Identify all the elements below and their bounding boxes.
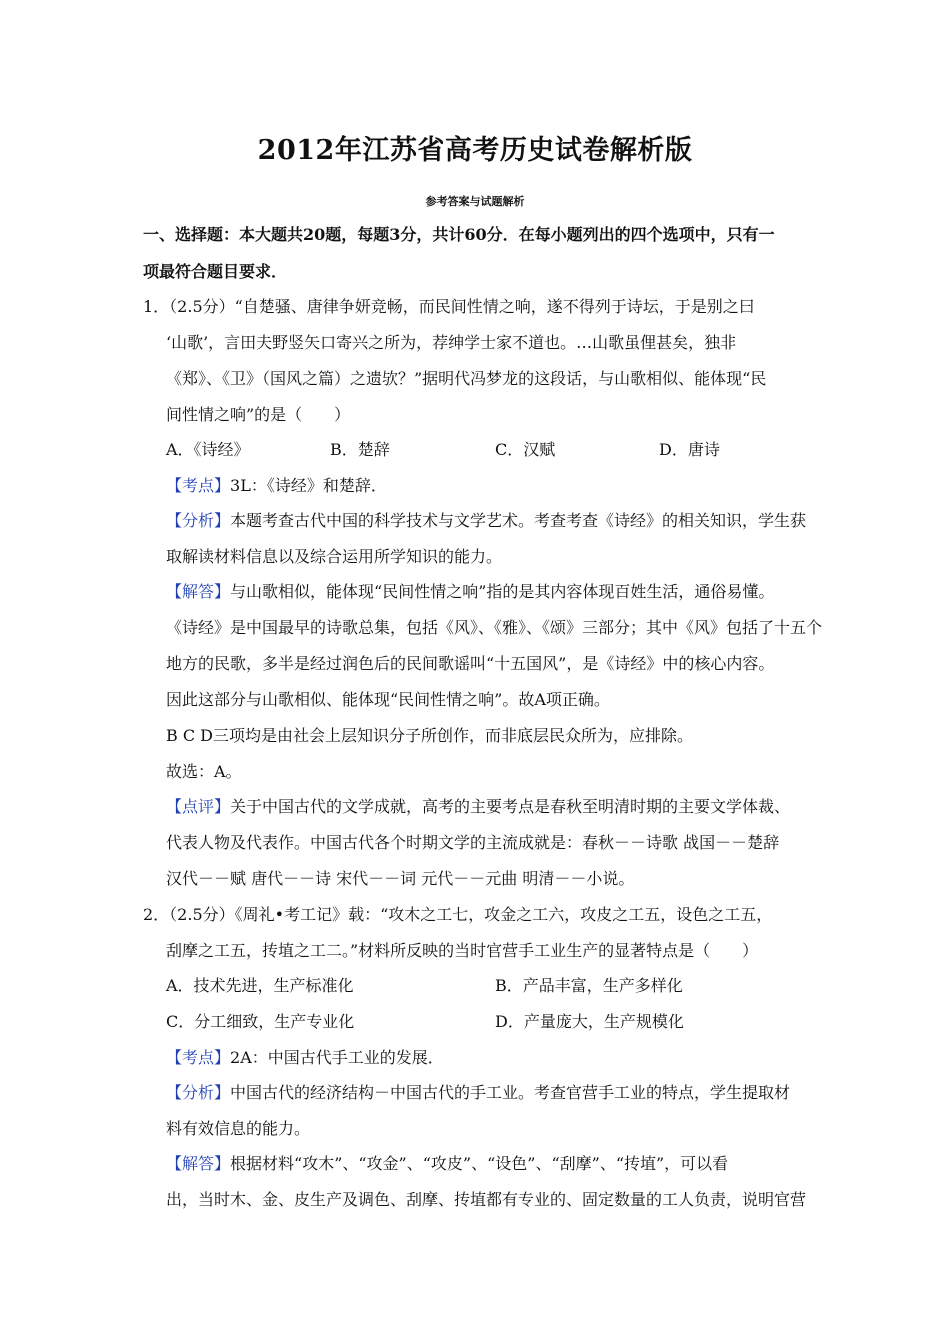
q1-dianping-line: 汉代－－赋 唐代－－诗 宋代－－词 元代－－元曲 明清－－小说。 bbox=[166, 869, 635, 888]
q1-stem-line: 1．（2.5分）“自楚骚、唐律争妍竞畅，而民间性情之响，遂不得列于诗坛，于是别之曰 bbox=[143, 297, 755, 316]
fenxi-text: 本题考查古代中国的科学技术与文学艺术。考查考查《诗经》的相关知识，学生获 bbox=[230, 511, 807, 530]
q2-fenxi-line: 料有效信息的能力。 bbox=[166, 1119, 311, 1138]
q1-fenxi bbox=[166, 511, 806, 531]
q2-fenxi bbox=[166, 1083, 790, 1103]
fenxi-tag: 【分析】 bbox=[166, 1083, 231, 1102]
section-heading-cont: 项最符合题目要求． bbox=[143, 262, 288, 281]
jieda-text: 根据材料“攻木”、“攻金”、“攻皮”、“设色”、“刮摩”、“抟埴”，可以看 bbox=[230, 1154, 729, 1173]
q2-stem-line: 2．（2.5分）《周礼•考工记》载：“攻木之工七，攻金之工六，攻皮之工五，设色之工五， bbox=[143, 905, 773, 924]
q1-jieda-line: 《诗经》是中国最早的诗歌总集，包括《风》、《雅》、《颂》三部分；其中《风》包括了十五个 bbox=[166, 618, 823, 637]
q2-jieda bbox=[166, 1154, 728, 1174]
q1-jieda bbox=[166, 582, 774, 602]
q1-stem-line: 间性情之响”的是（ ） bbox=[166, 405, 351, 424]
q2-kaodian bbox=[166, 1048, 444, 1068]
q2-option-d: D．产量庞大，生产规模化 bbox=[495, 1012, 684, 1031]
q1-dianping-line: 代表人物及代表作。中国古代各个时期文学的主流成就是：春秋－－诗歌 战国－－楚辞 bbox=[166, 833, 780, 852]
q1-dianping bbox=[166, 797, 790, 817]
kaodian-tag: 【考点】 bbox=[166, 1048, 231, 1067]
q1-kaodian bbox=[166, 476, 387, 496]
q1-stem-line: 《郑》、《卫》（国风之篇）之遗欤？”据明代冯梦龙的这段话，与山歌相似、能体现“民 bbox=[166, 369, 767, 388]
document-subtitle: 参考答案与试题解析 bbox=[425, 195, 525, 208]
kaodian-tag: 【考点】 bbox=[166, 476, 231, 495]
q2-option-c: C．分工细致，生产专业化 bbox=[166, 1012, 355, 1031]
fenxi-tag: 【分析】 bbox=[166, 511, 231, 530]
q1-stem-line: ‘山歌’，言田夫野竖矢口寄兴之所为，荐绅学士家不道也。…山歌虽俚甚矣，独非 bbox=[166, 333, 737, 352]
q1-answer: 故选：A。 bbox=[166, 762, 242, 781]
q1-fenxi-line: 取解读材料信息以及综合运用所学知识的能力。 bbox=[166, 547, 503, 566]
kaodian-text: 2A：中国古代手工业的发展． bbox=[230, 1048, 444, 1067]
fenxi-text: 中国古代的经济结构－中国古代的手工业。考查官营手工业的特点，学生提取材 bbox=[230, 1083, 791, 1102]
kaodian-text: 3L：《诗经》和楚辞． bbox=[230, 476, 387, 495]
q1-option-b: B．楚辞 bbox=[330, 440, 390, 459]
q2-option-a: A．技术先进，生产标准化 bbox=[166, 976, 354, 995]
q1-option-c: C．汉赋 bbox=[495, 440, 556, 459]
q2-stem-line: 刮摩之工五，抟埴之工二。”材料所反映的当时官营手工业生产的显著特点是（ ） bbox=[166, 941, 759, 960]
q1-option-d: D．唐诗 bbox=[659, 440, 720, 459]
q1-jieda-line: 因此这部分与山歌相似、能体现“民间性情之响”。故A项正确。 bbox=[166, 690, 610, 709]
q1-option-a: A．《诗经》 bbox=[166, 440, 250, 459]
jieda-text: 与山歌相似，能体现“民间性情之响”指的是其内容体现百姓生活，通俗易懂。 bbox=[230, 582, 775, 601]
dianping-text: 关于中国古代的文学成就，高考的主要考点是春秋至明清时期的主要文学体裁、 bbox=[230, 797, 791, 816]
q2-jieda-line: 出，当时木、金、皮生产及调色、刮摩、抟埴都有专业的、固定数量的工人负责，说明官营 bbox=[166, 1190, 807, 1209]
q1-jieda-line: B C D三项均是由社会上层知识分子所创作，而非底层民众所为，应排除。 bbox=[166, 726, 694, 745]
document-title: 2012年江苏省高考历史试卷解析版 bbox=[257, 135, 693, 166]
q1-jieda-line: 地方的民歌，多半是经过润色后的民间歌谣叫“十五国风”，是《诗经》中的核心内容。 bbox=[166, 654, 775, 673]
dianping-tag: 【点评】 bbox=[166, 797, 231, 816]
q2-option-b: B．产品丰富，生产多样化 bbox=[495, 976, 683, 995]
section-heading: 一、选择题：本大题共20题，每题3分，共计60分．在每小题列出的四个选项中，只有一 bbox=[143, 225, 775, 244]
jieda-tag: 【解答】 bbox=[166, 1154, 231, 1173]
jieda-tag: 【解答】 bbox=[166, 582, 231, 601]
